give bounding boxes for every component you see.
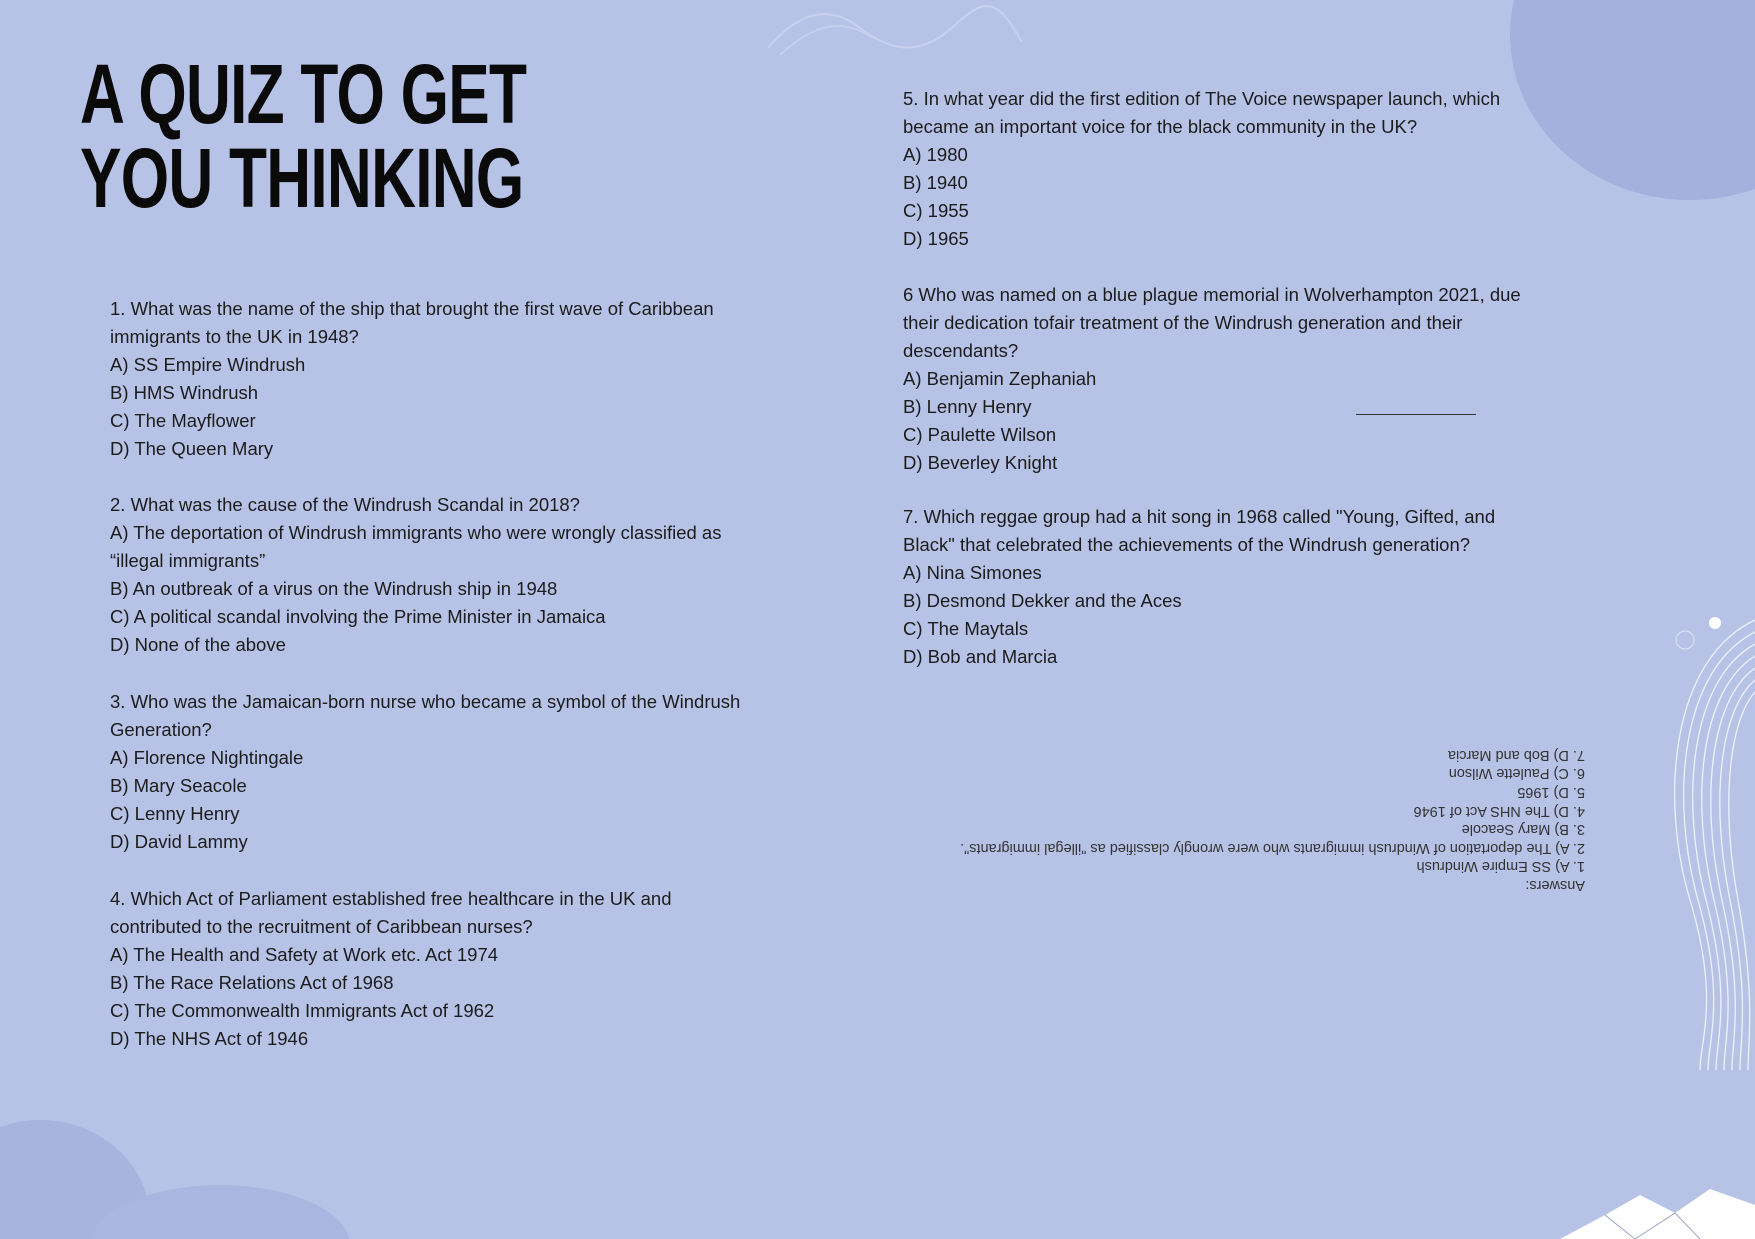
question-7-option-b: B) Desmond Dekker and the Aces (903, 590, 1182, 611)
answer-4: 4. D) The NHS Act of 1946 (1413, 802, 1585, 819)
question-5 (903, 85, 1523, 253)
question-7-text: 7. Which reggae group had a hit song in 1968 called "Young, Gifted, and Black" that celebrated the achievements of the Windrush generation? (903, 506, 1496, 555)
question-3-option-a: A) Florence Nightingale (110, 747, 304, 768)
question-5-option-d: D) 1965 (903, 228, 969, 249)
question-6-option-c: C) Paulette Wilson (903, 424, 1057, 445)
question-6-text: 6 Who was named on a blue plague memorial in Wolverhampton 2021, due their dedication tofair treatment of the Windrush generation and their descendants? (903, 284, 1521, 361)
question-3-option-d: D) David Lammy (110, 831, 248, 852)
question-3 (110, 688, 750, 856)
question-3-option-c: C) Lenny Henry (110, 803, 240, 824)
question-1-option-a: A) SS Empire Windrush (110, 354, 306, 375)
question-6 (903, 281, 1523, 477)
answer-7: 7. D) Bob and Marcia (1447, 746, 1585, 763)
question-6-option-a: A) Benjamin Zephaniah (903, 368, 1097, 389)
question-4-option-c: C) The Commonwealth Immigrants Act of 1962 (110, 1000, 495, 1021)
question-4 (110, 885, 750, 1053)
question-7-option-a: A) Nina Simones (903, 562, 1042, 583)
question-3-text: 3. Who was the Jamaican-born nurse who became a symbol of the Windrush Generation? (110, 691, 741, 740)
question-1-text: 1. What was the name of the ship that brought the first wave of Caribbean immigrants to the UK in 1948? (110, 298, 714, 347)
answer-1: 1. A) SS Empire Windrush (1416, 858, 1585, 875)
page-title-line-2: YOU THINKING (80, 131, 524, 225)
question-3-option-b: B) Mary Seacole (110, 775, 247, 796)
page-title-line-1: A QUIZ TO GET (80, 47, 527, 141)
answer-3: 3. B) Mary Seacole (1461, 820, 1585, 837)
question-5-option-a: A) 1980 (903, 144, 968, 165)
question-6-option-b: B) Lenny Henry (903, 396, 1032, 417)
question-7-option-d: D) Bob and Marcia (903, 646, 1058, 667)
question-2-option-a-continued: “illegal immigrants” (110, 550, 266, 571)
decorative-blob-bottom-left (0, 1120, 150, 1239)
question-4-text: 4. Which Act of Parliament established free healthcare in the UK and contributed to the recruitment of Caribbean nurses? (110, 888, 672, 937)
question-7-option-c: C) The Maytals (903, 618, 1029, 639)
question-1-option-c: C) The Mayflower (110, 410, 256, 431)
decorative-line-art-right (1630, 600, 1755, 1080)
decorative-blob-bottom-left-2 (90, 1185, 350, 1239)
decorative-squiggle-top (760, 0, 1030, 60)
question-1-option-b: B) HMS Windrush (110, 382, 259, 403)
question-5-text: 5. In what year did the first edition of The Voice newspaper launch, which became an important voice for the black community in the UK? (903, 88, 1501, 137)
answer-5: 5. D) 1965 (1517, 783, 1585, 800)
decorative-underline (1356, 414, 1476, 415)
answers-heading: Answers: (1525, 876, 1585, 893)
question-2-option-c: C) A political scandal involving the Prime Minister in Jamaica (110, 606, 606, 627)
question-4-option-a: A) The Health and Safety at Work etc. Act 1974 (110, 944, 499, 965)
question-2 (110, 491, 750, 659)
question-6-option-d: D) Beverley Knight (903, 452, 1058, 473)
question-1 (110, 295, 750, 463)
question-2-option-a: A) The deportation of Windrush immigrants who were wrongly classified as (110, 522, 722, 543)
question-7 (903, 503, 1523, 671)
answer-2: 2. A) The deportation of Windrush immigrants who were wrongly classified as "illegal immigrants". (960, 839, 1585, 856)
question-2-option-b: B) An outbreak of a virus on the Windrush ship in 1948 (110, 578, 558, 599)
question-5-option-b: B) 1940 (903, 172, 968, 193)
answers-block-upside-down (865, 745, 1585, 894)
decorative-blob-top-right (1510, 0, 1755, 200)
question-4-option-b: B) The Race Relations Act of 1968 (110, 972, 394, 993)
page-title (80, 47, 527, 225)
question-5-option-c: C) 1955 (903, 200, 969, 221)
question-4-option-d: D) The NHS Act of 1946 (110, 1028, 309, 1049)
answer-6: 6. C) Paulette Wilson (1448, 765, 1585, 782)
question-1-option-d: D) The Queen Mary (110, 438, 274, 459)
question-2-option-d: D) None of the above (110, 634, 286, 655)
decorative-mountain-bottom-right (1560, 1185, 1755, 1239)
question-2-text: 2. What was the cause of the Windrush Scandal in 2018? (110, 494, 580, 515)
